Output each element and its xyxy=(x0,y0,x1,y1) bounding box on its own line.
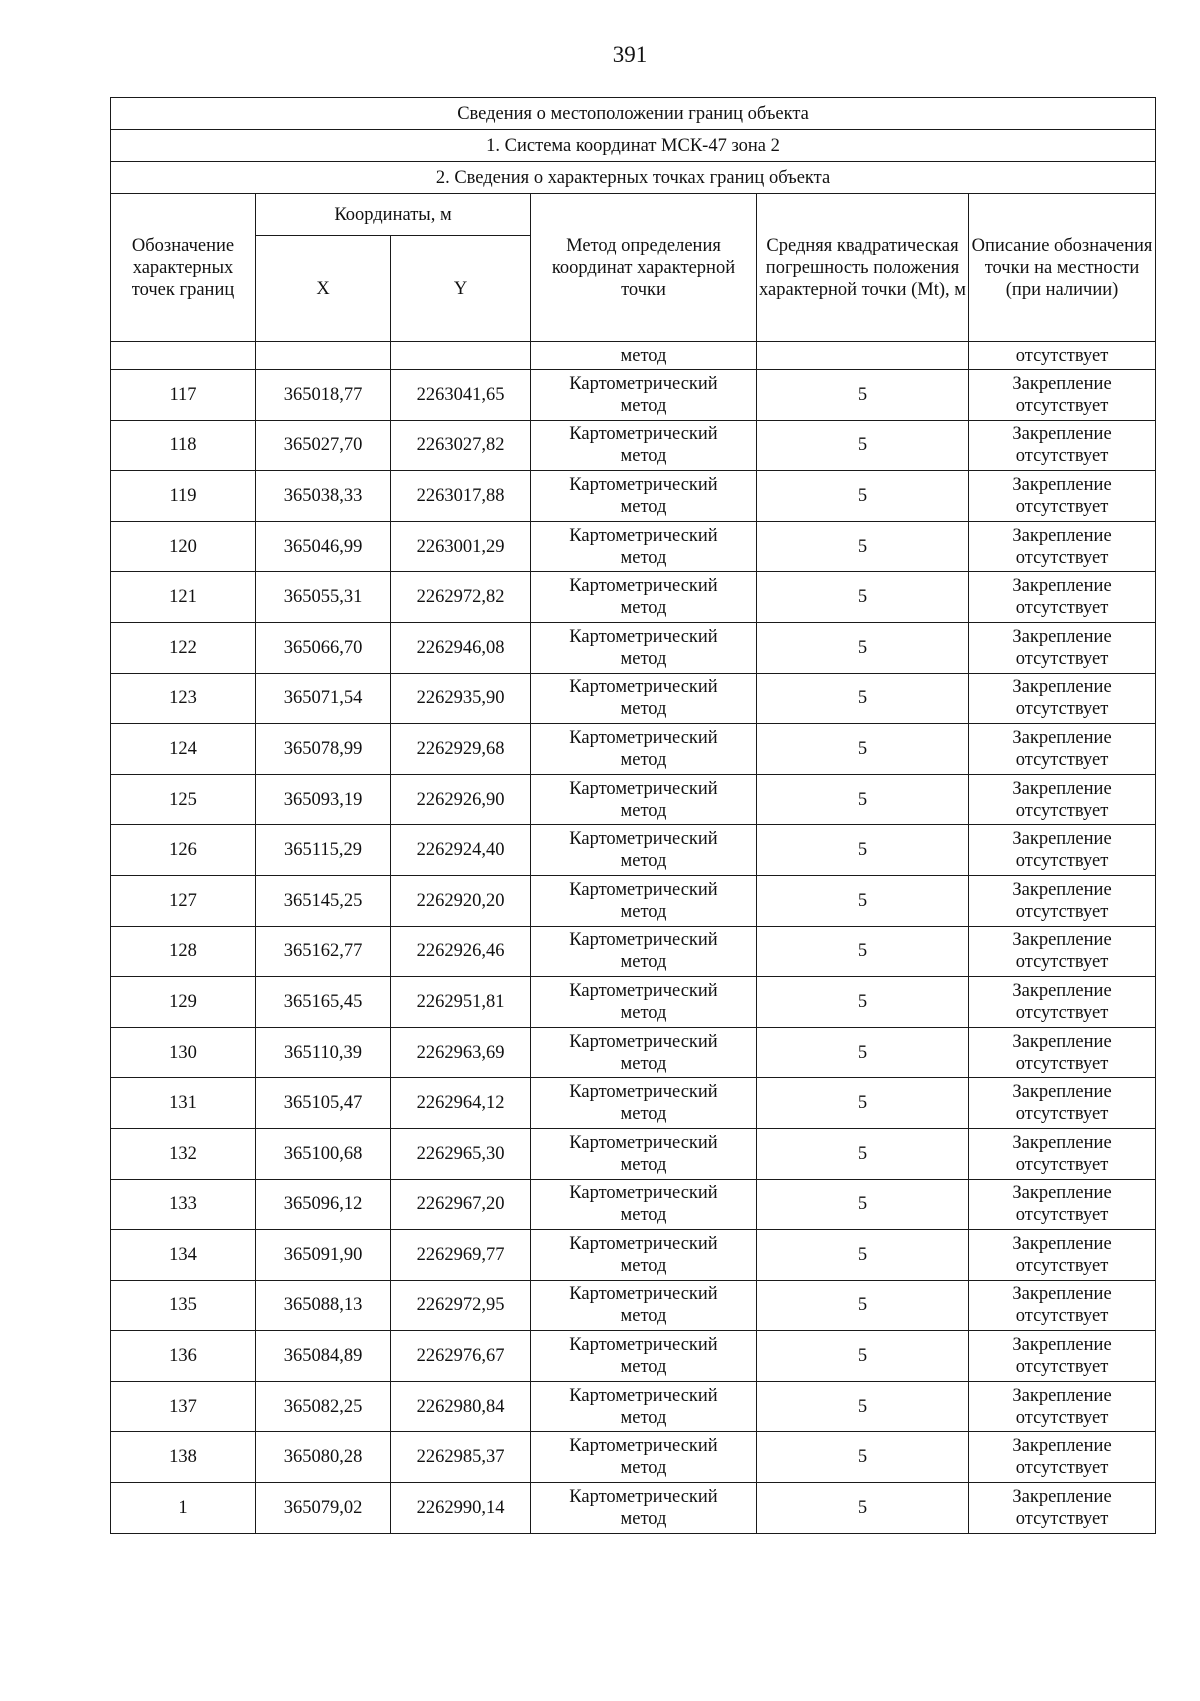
table-row xyxy=(111,521,1156,572)
coordinate-system-title: 1. Система координат МСК-47 зона 2 xyxy=(111,130,1156,162)
point-designation-cell: 118 xyxy=(111,420,256,471)
coordinate-x-cell: 365091,90 xyxy=(256,1230,391,1281)
description-cell-line: Закрепление xyxy=(1012,1082,1112,1103)
coordinate-x-cell: 365079,02 xyxy=(256,1483,391,1534)
coordinate-x-cell: 365093,19 xyxy=(256,774,391,825)
error-cell: 5 xyxy=(757,1432,969,1483)
method-cell-line: Картометрический xyxy=(569,677,718,698)
error-cell: 5 xyxy=(757,521,969,572)
coordinate-y-cell: 2262976,67 xyxy=(391,1331,531,1382)
page-number: 391 xyxy=(612,42,648,67)
description-cell xyxy=(969,1078,1156,1129)
table-row xyxy=(111,1230,1156,1281)
description-cell xyxy=(969,724,1156,775)
method-cell-line: Картометрический xyxy=(569,727,718,748)
point-designation-cell: 125 xyxy=(111,774,256,825)
description-cell-line: отсутствует xyxy=(1015,598,1109,619)
method-cell-line: метод xyxy=(620,1255,667,1276)
method-cell-line: метод xyxy=(620,1104,667,1125)
error-cell: 5 xyxy=(757,977,969,1028)
method-cell-line: метод xyxy=(620,1053,667,1074)
method-cell-line: Картометрический xyxy=(569,778,718,799)
coordinate-y-cell: 2262926,90 xyxy=(391,774,531,825)
description-cell xyxy=(969,926,1156,977)
description-cell-line: Закрепление xyxy=(1012,1031,1112,1052)
method-cell xyxy=(531,673,757,724)
method-cell-line: метод xyxy=(620,952,667,973)
description-cell-line: Закрепление xyxy=(1012,1436,1112,1457)
point-designation-cell: 124 xyxy=(111,724,256,775)
boundary-points-table xyxy=(110,97,1156,1534)
method-cell xyxy=(531,420,757,471)
method-cell xyxy=(531,977,757,1028)
description-cell xyxy=(969,622,1156,673)
description-cell-line: Закрепление xyxy=(1012,626,1112,647)
method-cell-line: метод xyxy=(620,1407,667,1428)
description-cell xyxy=(969,1128,1156,1179)
method-cell-line: Картометрический xyxy=(569,980,718,1001)
table-body xyxy=(111,98,1156,1534)
coordinate-y-cell: 2262924,40 xyxy=(391,825,531,876)
method-cell-line: метод xyxy=(620,1154,667,1175)
table-row xyxy=(111,977,1156,1028)
description-cell-line: отсутствует xyxy=(1015,1357,1109,1378)
method-cell xyxy=(531,825,757,876)
coordinate-x-cell: 365080,28 xyxy=(256,1432,391,1483)
point-designation-cell: 132 xyxy=(111,1128,256,1179)
method-cell-line: метод xyxy=(620,496,667,517)
table-row xyxy=(111,471,1156,522)
error-cell: 5 xyxy=(757,622,969,673)
method-cell-line: метод xyxy=(620,1205,667,1226)
continuation-cell-x xyxy=(256,342,391,370)
method-cell-line: метод xyxy=(620,1002,667,1023)
method-cell xyxy=(531,370,757,421)
description-cell-line: отсутствует xyxy=(1015,496,1109,517)
coordinate-y-cell: 2262935,90 xyxy=(391,673,531,724)
coordinate-x-cell: 365046,99 xyxy=(256,521,391,572)
table-row xyxy=(111,572,1156,623)
method-cell-line: Картометрический xyxy=(569,373,718,394)
coordinate-x-cell: 365165,45 xyxy=(256,977,391,1028)
error-cell: 5 xyxy=(757,825,969,876)
error-cell: 5 xyxy=(757,926,969,977)
table-row xyxy=(111,875,1156,926)
method-cell-line: Картометрический xyxy=(569,1132,718,1153)
header-description: Описание обозначения точки на местности (при наличии) xyxy=(969,194,1156,342)
table-row xyxy=(111,622,1156,673)
method-cell-line: Картометрический xyxy=(569,1436,718,1457)
error-cell: 5 xyxy=(757,1483,969,1534)
error-cell: 5 xyxy=(757,1128,969,1179)
description-cell-line: Закрепление xyxy=(1012,980,1112,1001)
method-cell-line: Картометрический xyxy=(569,424,718,445)
description-cell-line: Закрепление xyxy=(1012,424,1112,445)
error-cell: 5 xyxy=(757,724,969,775)
description-cell-line: отсутствует xyxy=(1015,1255,1109,1276)
method-cell-line: метод xyxy=(620,395,667,416)
error-cell: 5 xyxy=(757,774,969,825)
description-cell-line: отсутствует xyxy=(1015,1053,1109,1074)
description-cell xyxy=(969,977,1156,1028)
method-cell xyxy=(531,1432,757,1483)
method-cell xyxy=(531,875,757,926)
description-cell-line: Закрепление xyxy=(1012,373,1112,394)
point-designation-cell: 127 xyxy=(111,875,256,926)
header-coordinates: Координаты, м xyxy=(256,194,531,236)
table-title: Сведения о местоположении границ объекта xyxy=(111,98,1156,130)
coordinate-x-cell: 365162,77 xyxy=(256,926,391,977)
method-cell-line: метод xyxy=(620,901,667,922)
point-designation-cell: 128 xyxy=(111,926,256,977)
description-cell-line: отсутствует xyxy=(1015,446,1109,467)
method-cell-line: Картометрический xyxy=(569,1031,718,1052)
method-cell-line: Картометрический xyxy=(569,1385,718,1406)
coordinate-y-cell: 2262963,69 xyxy=(391,1027,531,1078)
description-cell-line: Закрепление xyxy=(1012,1284,1112,1305)
coordinate-x-cell: 365078,99 xyxy=(256,724,391,775)
coordinate-x-cell: 365110,39 xyxy=(256,1027,391,1078)
coordinate-x-cell: 365027,70 xyxy=(256,420,391,471)
coordinate-y-cell: 2262946,08 xyxy=(391,622,531,673)
method-cell-line: Картометрический xyxy=(569,525,718,546)
description-cell xyxy=(969,420,1156,471)
continuation-cell-method: метод xyxy=(531,342,757,370)
continuation-row xyxy=(111,342,1156,370)
coordinate-x-cell: 365066,70 xyxy=(256,622,391,673)
description-cell-line: Закрепление xyxy=(1012,1233,1112,1254)
description-cell xyxy=(969,1280,1156,1331)
description-cell-line: отсутствует xyxy=(1015,1154,1109,1175)
point-designation-cell: 123 xyxy=(111,673,256,724)
error-cell: 5 xyxy=(757,875,969,926)
method-cell-line: Картометрический xyxy=(569,829,718,850)
point-designation-cell: 120 xyxy=(111,521,256,572)
method-cell xyxy=(531,1179,757,1230)
coordinate-y-cell: 2262980,84 xyxy=(391,1381,531,1432)
method-cell xyxy=(531,926,757,977)
error-cell: 5 xyxy=(757,1331,969,1382)
table-row xyxy=(111,1331,1156,1382)
table-row xyxy=(111,724,1156,775)
description-cell-line: отсутствует xyxy=(1015,699,1109,720)
method-cell-line: метод xyxy=(620,1508,667,1529)
coordinate-y-cell: 2262972,95 xyxy=(391,1280,531,1331)
description-cell-line: Закрепление xyxy=(1012,930,1112,951)
table-title-row xyxy=(111,98,1156,130)
description-cell-line: отсутствует xyxy=(1015,851,1109,872)
coordinate-y-cell: 2262967,20 xyxy=(391,1179,531,1230)
coordinate-system-row xyxy=(111,130,1156,162)
description-cell-line: Закрепление xyxy=(1012,1385,1112,1406)
method-cell-line: метод xyxy=(620,598,667,619)
description-cell-line: отсутствует xyxy=(1015,1002,1109,1023)
coordinate-y-cell: 2262929,68 xyxy=(391,724,531,775)
description-cell xyxy=(969,572,1156,623)
continuation-cell-designation xyxy=(111,342,256,370)
table-row xyxy=(111,1078,1156,1129)
error-cell: 5 xyxy=(757,1280,969,1331)
description-cell xyxy=(969,1483,1156,1534)
description-cell xyxy=(969,875,1156,926)
method-cell xyxy=(531,1483,757,1534)
description-cell-line: отсутствует xyxy=(1015,1508,1109,1529)
table-row xyxy=(111,370,1156,421)
coordinate-x-cell: 365071,54 xyxy=(256,673,391,724)
description-cell xyxy=(969,673,1156,724)
method-cell xyxy=(531,1280,757,1331)
description-cell-line: отсутствует xyxy=(1015,901,1109,922)
method-cell-line: метод xyxy=(620,547,667,568)
point-designation-cell: 133 xyxy=(111,1179,256,1230)
description-cell-line: отсутствует xyxy=(1015,547,1109,568)
method-cell-line: Картометрический xyxy=(569,1082,718,1103)
method-cell xyxy=(531,1381,757,1432)
header-row-1 xyxy=(111,194,1156,236)
coordinate-x-cell: 365105,47 xyxy=(256,1078,391,1129)
description-cell-line: отсутствует xyxy=(1015,1104,1109,1125)
coordinate-x-cell: 365082,25 xyxy=(256,1381,391,1432)
error-cell: 5 xyxy=(757,673,969,724)
description-cell-line: Закрепление xyxy=(1012,576,1112,597)
point-designation-cell: 117 xyxy=(111,370,256,421)
table-row xyxy=(111,825,1156,876)
description-cell-line: отсутствует xyxy=(1015,1407,1109,1428)
table-row xyxy=(111,774,1156,825)
header-error: Средняя квадратическая погрешность положения характерной точки (Mt), м xyxy=(757,194,969,342)
point-designation-cell: 119 xyxy=(111,471,256,522)
description-cell xyxy=(969,370,1156,421)
description-cell xyxy=(969,521,1156,572)
method-cell-line: Картометрический xyxy=(569,1284,718,1305)
method-cell-line: метод xyxy=(620,1357,667,1378)
coordinate-x-cell: 365145,25 xyxy=(256,875,391,926)
table-row xyxy=(111,420,1156,471)
point-designation-cell: 122 xyxy=(111,622,256,673)
method-cell-line: метод xyxy=(620,699,667,720)
coordinate-x-cell: 365096,12 xyxy=(256,1179,391,1230)
error-cell: 5 xyxy=(757,471,969,522)
method-cell-line: Картометрический xyxy=(569,930,718,951)
description-cell xyxy=(969,1331,1156,1382)
method-cell-line: метод xyxy=(620,851,667,872)
table-row xyxy=(111,1128,1156,1179)
continuation-cell-error xyxy=(757,342,969,370)
header-designation: Обозначение характерных точек границ xyxy=(111,194,256,342)
description-cell-line: отсутствует xyxy=(1015,1306,1109,1327)
method-cell-line: Картометрический xyxy=(569,576,718,597)
error-cell: 5 xyxy=(757,370,969,421)
coordinate-y-cell: 2262990,14 xyxy=(391,1483,531,1534)
continuation-cell-description: отсутствует xyxy=(969,342,1156,370)
coordinate-x-cell: 365088,13 xyxy=(256,1280,391,1331)
description-cell xyxy=(969,1381,1156,1432)
table-row xyxy=(111,673,1156,724)
continuation-cell-y xyxy=(391,342,531,370)
method-cell xyxy=(531,774,757,825)
description-cell-line: отсутствует xyxy=(1015,952,1109,973)
coordinate-y-cell: 2262985,37 xyxy=(391,1432,531,1483)
description-cell-line: отсутствует xyxy=(1015,800,1109,821)
description-cell-line: отсутствует xyxy=(1015,648,1109,669)
point-designation-cell: 131 xyxy=(111,1078,256,1129)
point-designation-cell: 138 xyxy=(111,1432,256,1483)
error-cell: 5 xyxy=(757,1078,969,1129)
error-cell: 5 xyxy=(757,1027,969,1078)
method-cell-line: метод xyxy=(620,446,667,467)
method-cell-line: метод xyxy=(620,1306,667,1327)
points-section-title: 2. Сведения о характерных точках границ объекта xyxy=(111,162,1156,194)
coordinate-y-cell: 2263041,65 xyxy=(391,370,531,421)
point-designation-cell: 1 xyxy=(111,1483,256,1534)
method-cell-line: метод xyxy=(620,800,667,821)
method-cell xyxy=(531,1128,757,1179)
description-cell xyxy=(969,1432,1156,1483)
error-cell: 5 xyxy=(757,1179,969,1230)
method-cell xyxy=(531,1078,757,1129)
method-cell xyxy=(531,1230,757,1281)
coordinate-y-cell: 2262926,46 xyxy=(391,926,531,977)
point-designation-cell: 130 xyxy=(111,1027,256,1078)
method-cell xyxy=(531,471,757,522)
method-cell xyxy=(531,622,757,673)
point-designation-cell: 135 xyxy=(111,1280,256,1331)
coordinate-y-cell: 2263017,88 xyxy=(391,471,531,522)
description-cell xyxy=(969,1027,1156,1078)
coordinate-x-cell: 365084,89 xyxy=(256,1331,391,1382)
coordinate-y-cell: 2263027,82 xyxy=(391,420,531,471)
point-designation-cell: 126 xyxy=(111,825,256,876)
description-cell xyxy=(969,1179,1156,1230)
point-designation-cell: 136 xyxy=(111,1331,256,1382)
coordinate-y-cell: 2262969,77 xyxy=(391,1230,531,1281)
method-cell xyxy=(531,1027,757,1078)
description-cell-line: отсутствует xyxy=(1015,749,1109,770)
point-designation-cell: 134 xyxy=(111,1230,256,1281)
description-cell-line: Закрепление xyxy=(1012,829,1112,850)
coordinate-x-cell: 365115,29 xyxy=(256,825,391,876)
description-cell-line: Закрепление xyxy=(1012,778,1112,799)
description-cell xyxy=(969,471,1156,522)
coordinate-y-cell: 2262965,30 xyxy=(391,1128,531,1179)
description-cell-line: Закрепление xyxy=(1012,727,1112,748)
table-row xyxy=(111,1179,1156,1230)
description-cell xyxy=(969,825,1156,876)
error-cell: 5 xyxy=(757,1381,969,1432)
method-cell xyxy=(531,724,757,775)
error-cell: 5 xyxy=(757,1230,969,1281)
table-row xyxy=(111,1432,1156,1483)
method-cell xyxy=(531,1331,757,1382)
point-designation-cell: 121 xyxy=(111,572,256,623)
coordinate-x-cell: 365100,68 xyxy=(256,1128,391,1179)
description-cell xyxy=(969,774,1156,825)
coordinate-y-cell: 2262951,81 xyxy=(391,977,531,1028)
table-row xyxy=(111,1483,1156,1534)
table-row xyxy=(111,1381,1156,1432)
method-cell-line: Картометрический xyxy=(569,474,718,495)
header-y: Y xyxy=(391,236,531,342)
description-cell-line: Закрепление xyxy=(1012,1486,1112,1507)
description-cell-line: отсутствует xyxy=(1015,395,1109,416)
description-cell-line: Закрепление xyxy=(1012,677,1112,698)
method-cell-line: Картометрический xyxy=(569,1183,718,1204)
coordinate-x-cell: 365055,31 xyxy=(256,572,391,623)
method-cell-line: метод xyxy=(620,749,667,770)
description-cell-line: Закрепление xyxy=(1012,525,1112,546)
table-row xyxy=(111,1280,1156,1331)
error-cell: 5 xyxy=(757,572,969,623)
method-cell xyxy=(531,521,757,572)
method-cell xyxy=(531,572,757,623)
table-row xyxy=(111,1027,1156,1078)
description-cell xyxy=(969,1230,1156,1281)
description-cell-line: Закрепление xyxy=(1012,1335,1112,1356)
coordinate-y-cell: 2262920,20 xyxy=(391,875,531,926)
description-cell-line: Закрепление xyxy=(1012,1183,1112,1204)
method-cell-line: Картометрический xyxy=(569,879,718,900)
point-designation-cell: 129 xyxy=(111,977,256,1028)
header-x: X xyxy=(256,236,391,342)
description-cell-line: Закрепление xyxy=(1012,879,1112,900)
description-cell-line: Закрепление xyxy=(1012,1132,1112,1153)
description-cell-line: Закрепление xyxy=(1012,474,1112,495)
table-row xyxy=(111,926,1156,977)
method-cell-line: Картометрический xyxy=(569,626,718,647)
header-method: Метод определения координат характерной точки xyxy=(531,194,757,342)
coordinate-y-cell: 2262972,82 xyxy=(391,572,531,623)
coordinate-y-cell: 2262964,12 xyxy=(391,1078,531,1129)
coordinate-x-cell: 365018,77 xyxy=(256,370,391,421)
method-cell-line: метод xyxy=(620,648,667,669)
method-cell-line: Картометрический xyxy=(569,1486,718,1507)
points-section-row xyxy=(111,162,1156,194)
description-cell-line: отсутствует xyxy=(1015,1458,1109,1479)
method-cell-line: Картометрический xyxy=(569,1335,718,1356)
point-designation-cell: 137 xyxy=(111,1381,256,1432)
description-cell-line: отсутствует xyxy=(1015,1205,1109,1226)
coordinate-y-cell: 2263001,29 xyxy=(391,521,531,572)
coordinate-x-cell: 365038,33 xyxy=(256,471,391,522)
method-cell-line: Картометрический xyxy=(569,1233,718,1254)
error-cell: 5 xyxy=(757,420,969,471)
method-cell-line: метод xyxy=(620,1458,667,1479)
